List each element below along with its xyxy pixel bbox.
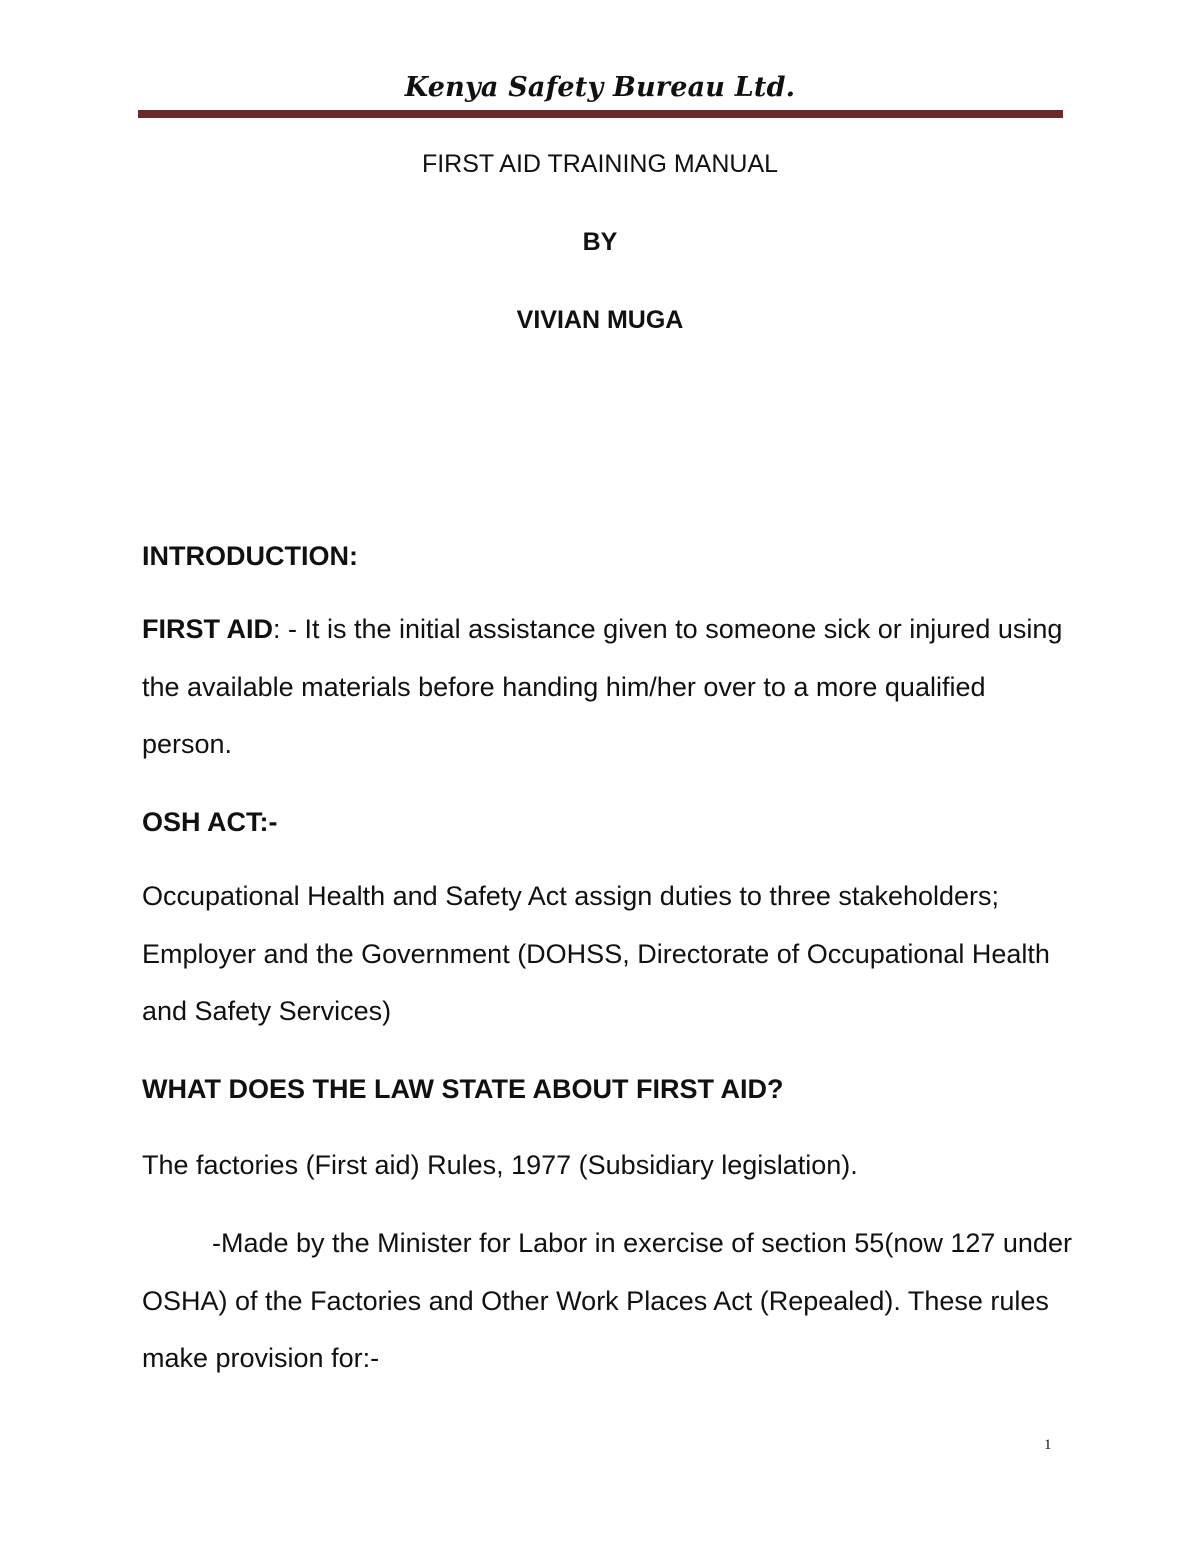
header-title: Kenya Safety Bureau Ltd. <box>404 72 796 103</box>
law-heading: WHAT DOES THE LAW STATE ABOUT FIRST AID? <box>142 1074 784 1104</box>
first-aid-paragraph <box>142 601 1072 774</box>
first-aid-term: FIRST AID <box>142 614 273 644</box>
factories-rules-paragraph: The factories (First aid) Rules, 1977 (Subsidiary legislation). <box>142 1150 858 1180</box>
author-name: VIVIAN MUGA <box>516 306 684 334</box>
made-by-text: -Made by the Minister for Labor in exercise of section 55(now 127 under OSHA) of the Factories and Other Work Places Act (Repealed). These rules make provision for:- <box>142 1228 1072 1373</box>
osh-act-paragraph: Occupational Health and Safety Act assign duties to three stakeholders; Employer and the Government (DOHSS, Directorate of Occupational Health and Safety Services) <box>142 881 1050 1026</box>
introduction-heading: INTRODUCTION: <box>142 541 358 571</box>
osh-act-heading: OSH ACT:- <box>142 807 278 837</box>
page-number: 1 <box>1044 1437 1052 1453</box>
made-by-paragraph <box>142 1215 1072 1388</box>
by-label: BY <box>582 228 618 256</box>
header-rule <box>138 110 1063 118</box>
manual-title: FIRST AID TRAINING MANUAL <box>421 150 779 178</box>
first-aid-definition: : - It is the initial assistance given to someone sick or injured using the available materials before handing him/her over to a more qualified person. <box>142 614 1063 759</box>
